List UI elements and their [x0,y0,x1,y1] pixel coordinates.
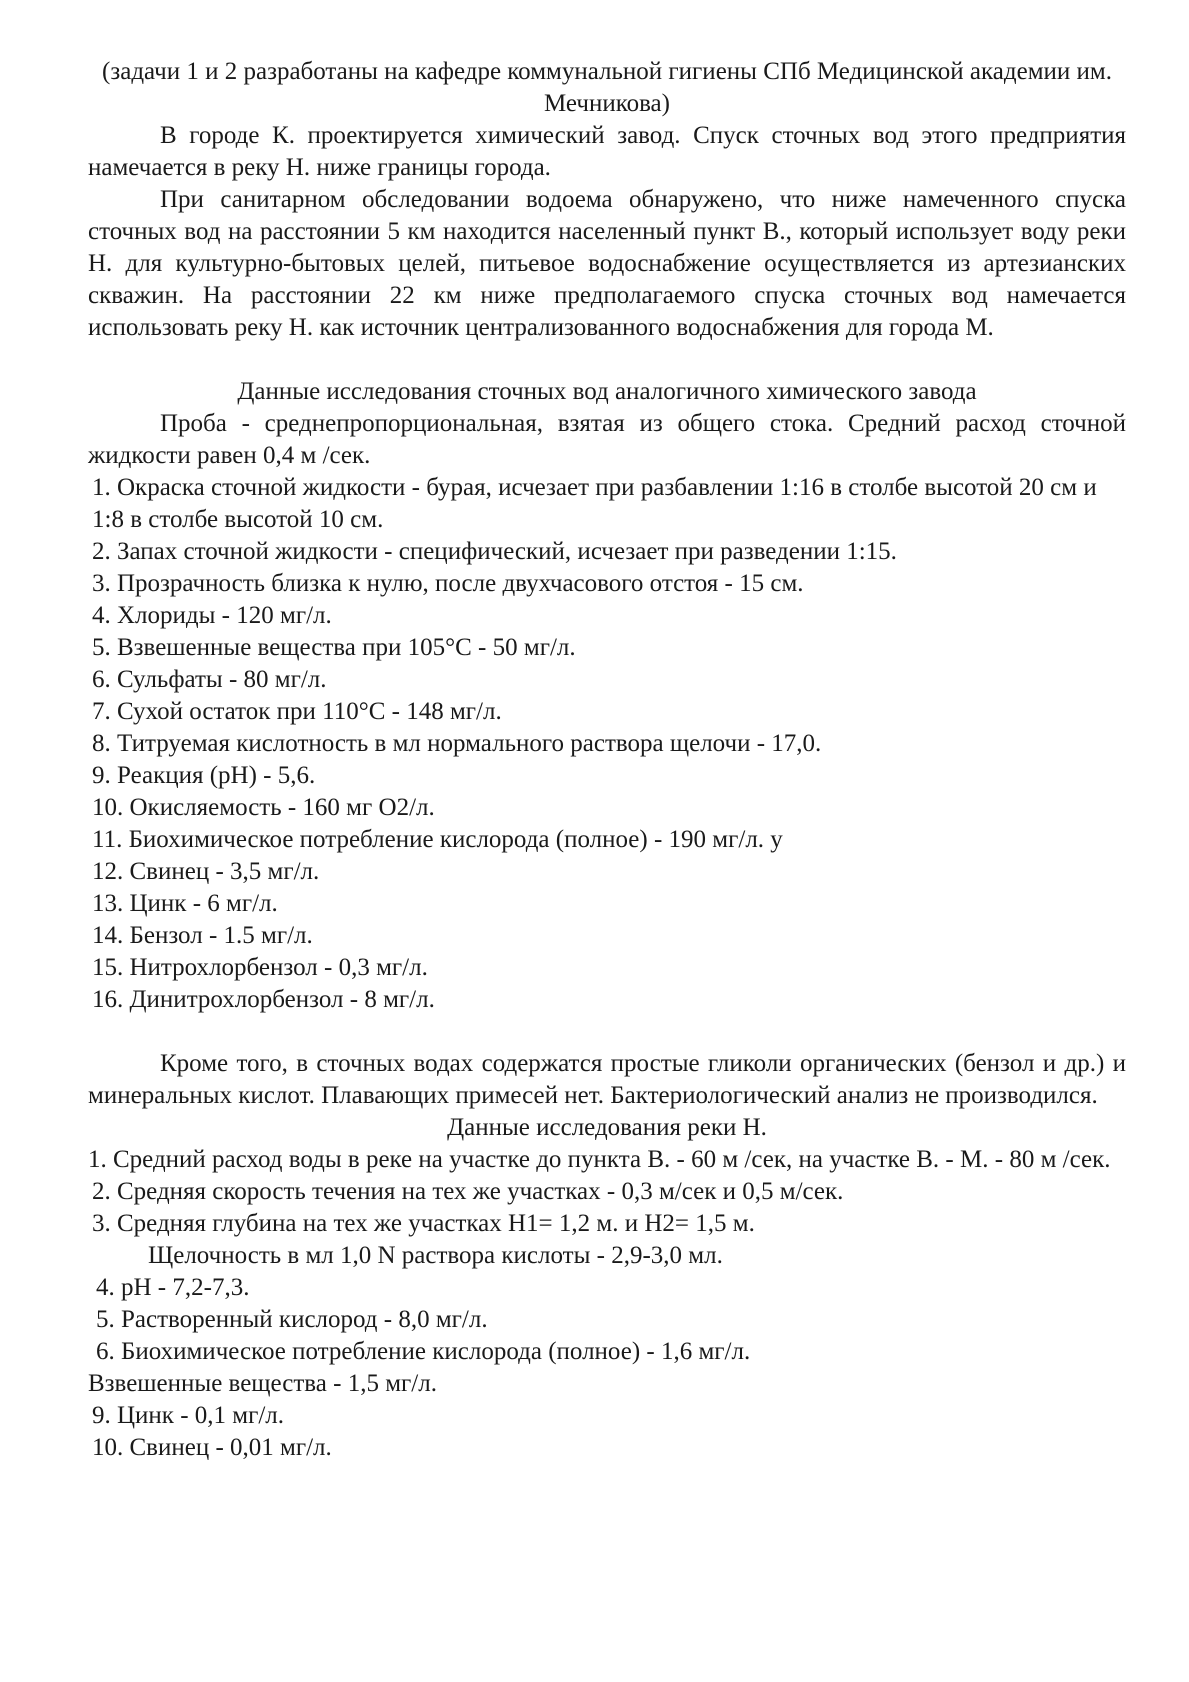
list-item: 9. Реакция (рН) - 5,6. [92,762,316,789]
list-item: 9. Цинк - 0,1 мг/л. [92,1402,285,1429]
list-item: 6. Сульфаты - 80 мг/л. [92,666,327,693]
list-item: 10. Свинец - 0,01 мг/л. [92,1434,332,1461]
list-item: 3. Прозрачность близка к нулю, после двухчасового отстоя - 15 см. [92,570,804,597]
list-item: 15. Нитрохлорбензол - 0,3 мг/л. [92,954,428,981]
list-item: 16. Динитрохлорбензол - 8 мг/л. [92,986,435,1013]
plant-section-title: Данные исследования сточных вод аналогичного химического завода [237,378,977,405]
intro-paragraph-1: В городе К. проектируется химический завод. Спуск сточных вод этого предприятия намечается в реку Н. ниже границы города. [88,122,1126,181]
river-data-list [88,1144,1126,1464]
list-item: 5. Растворенный кислород - 8,0 мг/л. [96,1306,488,1333]
list-item: 11. Биохимическое потребление кислорода (полное) - 190 мг/л. у [92,826,783,853]
river-section-title: Данные исследования реки Н. [447,1114,767,1141]
list-item: 6. Биохимическое потребление кислорода (полное) - 1,6 мг/л. [96,1338,751,1365]
list-item: 2. Запах сточной жидкости - специфический, исчезает при разведении 1:15. [92,538,897,565]
list-item: 13. Цинк - 6 мг/л. [92,890,278,917]
document-page [88,56,1126,1464]
plant-data-list [88,472,1126,1016]
header-note: (задачи 1 и 2 разработаны на кафедре коммунальной гигиены СПб Медицинской академии им. Мечникова) [102,58,1112,117]
plant-sample-paragraph: Проба - среднепропорциональная, взятая из общего стока. Средний расход сточной жидкости равен 0,4 м /сек. [88,410,1126,469]
spacer [88,1016,1126,1048]
list-item: 5. Взвешенные вещества при 105°С - 50 мг/л. [92,634,576,661]
list-item: 8. Титруемая кислотность в мл нормального раствора щелочи - 17,0. [92,730,822,757]
list-item: 1. Окраска сточной жидкости - бурая, исчезает при разбавлении 1:16 в столбе высотой 20 см и 1:8 в столбе высотой 10 см. [92,474,1097,533]
list-item: 14. Бензол - 1.5 мг/л. [92,922,313,949]
list-item: 10. Окисляемость - 160 мг О2/л. [92,794,435,821]
intro-paragraph-2: При санитарном обследовании водоема обнаружено, что ниже намеченного спуска сточных вод на расстоянии 5 км находится населенный пункт В., который использует воду реки Н. для культурно-бытовых целей, питьевое водоснабжение осуществляется из артезианских скважин. На расстоянии 22 км ниже предполагаемого спуска сточных вод намечается использовать реку Н. как источник централизованного водоснабжения для города М. [88,186,1126,341]
list-item: 2. Средняя скорость течения на тех же участках - 0,3 м/сек и 0,5 м/сек. [92,1178,844,1205]
list-item: 1. Средний расход воды в реке на участке до пункта В. - 60 м /сек, на участке В. - М. - 80 м /сек. [88,1146,1111,1173]
list-item: 4. Хлориды - 120 мг/л. [92,602,332,629]
list-item: Щелочность в мл 1,0 N раствора кислоты - 2,9-3,0 мл. [148,1242,723,1269]
list-item: 12. Свинец - 3,5 мг/л. [92,858,320,885]
spacer [88,344,1126,376]
list-item: 7. Сухой остаток при 110°С - 148 мг/л. [92,698,502,725]
list-item: 4. рН - 7,2-7,3. [96,1274,250,1301]
list-item: 3. Средняя глубина на тех же участках Н1= 1,2 м. и Н2= 1,5 м. [92,1210,755,1237]
list-item: Взвешенные вещества - 1,5 мг/л. [88,1370,437,1397]
plant-extra-paragraph: Кроме того, в сточных водах содержатся простые гликоли органических (бензол и др.) и минеральных кислот. Плавающих примесей нет. Бактериологический анализ не производился. [88,1050,1126,1109]
